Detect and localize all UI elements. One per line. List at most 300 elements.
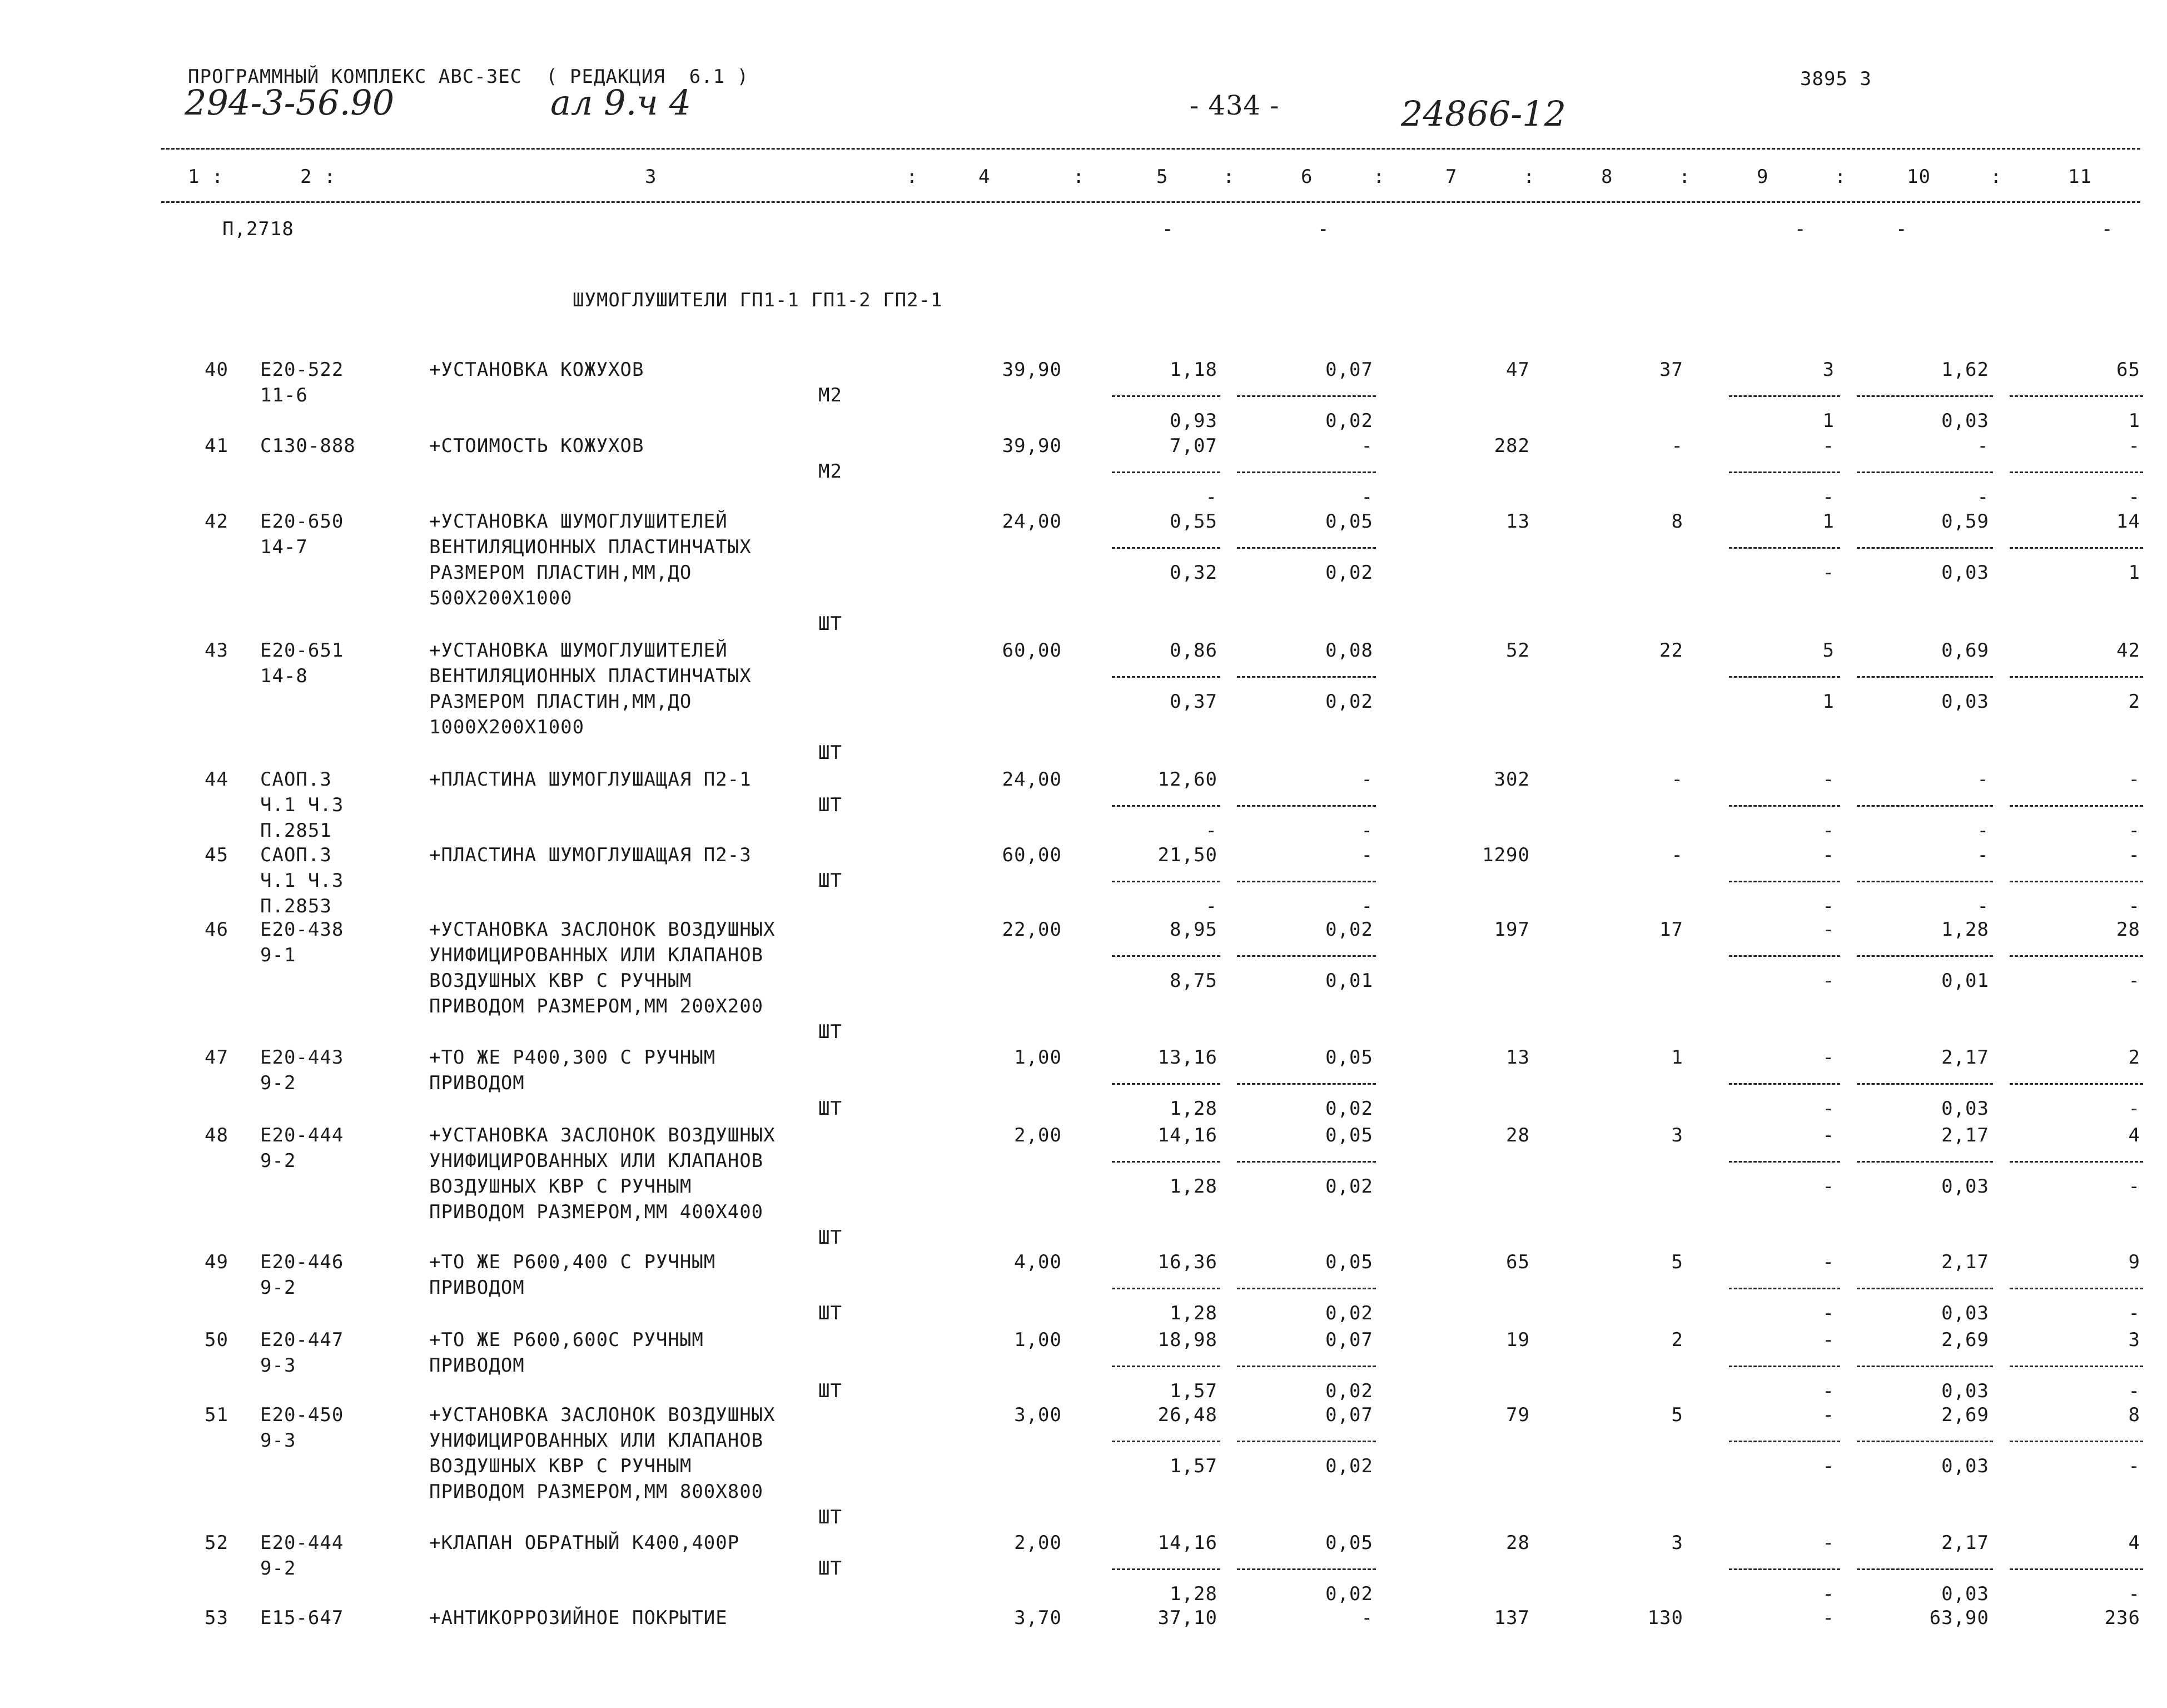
row-c10-bottom: 0,03 <box>1941 1302 1989 1324</box>
row-divider <box>1729 1366 1840 1367</box>
row-c5-top: 16,36 <box>1157 1251 1217 1273</box>
header-rule-top <box>161 148 2140 150</box>
row-c5-top: 37,10 <box>1157 1607 1217 1629</box>
row-c10-top: 2,69 <box>1941 1404 1989 1426</box>
row-c5-top: 13,16 <box>1157 1046 1217 1069</box>
row-c9-top: - <box>1822 1404 1835 1426</box>
row-c7: 13 <box>1506 1046 1530 1069</box>
row-c9-top: 5 <box>1822 639 1835 662</box>
row-divider <box>1857 471 1993 473</box>
row-unit: ШТ <box>818 1506 842 1528</box>
program-header: ПРОГРАММНЫЙ КОМПЛЕКС АВС-3ЕС ( РЕДАКЦИЯ 6.1 ) <box>188 66 749 88</box>
row-description: РАЗМЕРОМ ПЛАСТИН,ММ,ДО <box>429 562 692 584</box>
row-code: 9-2 <box>260 1557 296 1580</box>
row-c10-bottom: 0,03 <box>1941 1175 1989 1198</box>
column-header-cell: 6 <box>1301 166 1313 188</box>
row-code: 11-6 <box>260 384 308 406</box>
row-divider <box>1112 881 1220 882</box>
row-unit: ШТ <box>818 870 842 892</box>
column-header-cell: 10 <box>1907 166 1931 188</box>
row-divider <box>1857 1441 1993 1442</box>
row-c10-top: 1,62 <box>1941 359 1989 381</box>
row-c6-top: 0,05 <box>1325 1251 1373 1273</box>
row-description: РАЗМЕРОМ ПЛАСТИН,ММ,ДО <box>429 691 692 713</box>
row-c6-bottom: 0,02 <box>1325 691 1373 713</box>
row-c7: 19 <box>1506 1329 1530 1351</box>
row-description: +ПЛАСТИНА ШУМОГЛУШАЩАЯ П2-3 <box>429 844 752 866</box>
row-c9-bottom: 1 <box>1822 691 1835 713</box>
row-quantity: 4,00 <box>1014 1251 1062 1273</box>
row-c5-bottom: 8,75 <box>1170 970 1217 992</box>
row-unit: М2 <box>818 460 842 483</box>
row-c11-top: 8 <box>2128 1404 2140 1426</box>
row-description: 500Х200Х1000 <box>429 587 573 609</box>
row-code: Е20-446 <box>260 1251 344 1273</box>
row-c5-top: 0,55 <box>1170 510 1217 533</box>
row-divider <box>1112 1288 1220 1289</box>
row-divider <box>1237 1366 1376 1367</box>
row-c9-top: 3 <box>1822 359 1835 381</box>
row-c9-top: - <box>1822 1251 1835 1273</box>
row-c5-top: 8,95 <box>1170 918 1217 941</box>
row-c10-top: 63,90 <box>1929 1607 1989 1629</box>
row-code: Е20-522 <box>260 359 344 381</box>
row-number: 51 <box>205 1404 228 1426</box>
row-divider <box>1729 471 1840 473</box>
row-divider <box>1237 471 1376 473</box>
row-unit: ШТ <box>818 1098 842 1120</box>
row-c7: 302 <box>1494 768 1530 791</box>
row-c6-bottom: 0,02 <box>1325 1583 1373 1605</box>
row-c6-top: 0,07 <box>1325 1404 1373 1426</box>
row-divider <box>1112 547 1220 549</box>
row-c5-top: 14,16 <box>1157 1124 1217 1146</box>
row-c6-bottom: - <box>1361 895 1373 917</box>
row-divider <box>2010 1366 2143 1367</box>
row-divider <box>2010 1568 2143 1570</box>
row-c10-top: 2,17 <box>1941 1124 1989 1146</box>
row-c9-bottom: - <box>1822 820 1835 842</box>
row-description: ВОЗДУШНЫХ КВР С РУЧНЫМ <box>429 970 692 992</box>
row-c9-bottom: - <box>1822 895 1835 917</box>
row-description: ПРИВОДОМ РАЗМЕРОМ,ММ 400Х400 <box>429 1201 764 1223</box>
row-c11-bottom: - <box>2128 1098 2140 1120</box>
row-divider <box>2010 395 2143 397</box>
row-c10-bottom: - <box>1977 895 1989 917</box>
row-divider <box>1237 676 1376 678</box>
row-c10-bottom: 0,03 <box>1941 562 1989 584</box>
row-divider <box>1112 1568 1220 1570</box>
row-c10-top: - <box>1977 768 1989 791</box>
row-c9-bottom: - <box>1822 1455 1835 1477</box>
row-code: 14-7 <box>260 536 308 558</box>
row-divider <box>1857 1366 1993 1367</box>
row-c11-top: 4 <box>2128 1124 2140 1146</box>
column-header-cell: 9 <box>1757 166 1769 188</box>
row-c8: - <box>1671 435 1683 457</box>
row-c6-bottom: 0,02 <box>1325 1302 1373 1324</box>
row-code: Е20-651 <box>260 639 344 662</box>
row-c5-bottom: 0,37 <box>1170 691 1217 713</box>
row-divider <box>1729 1441 1840 1442</box>
row-c8: 1 <box>1671 1046 1683 1069</box>
row-unit: ШТ <box>818 1380 842 1402</box>
row-code: 9-1 <box>260 944 296 966</box>
row-c6-top: 0,05 <box>1325 1532 1373 1554</box>
row-description: ПРИВОДОМ РАЗМЕРОМ,ММ 200Х200 <box>429 995 764 1017</box>
row-description: +УСТАНОВКА ЗАСЛОНОК ВОЗДУШНЫХ <box>429 1404 776 1426</box>
row-divider <box>1729 1083 1840 1085</box>
row-number: 52 <box>205 1532 228 1554</box>
row-divider <box>2010 1441 2143 1442</box>
row-description: УНИФИЦИРОВАННЫХ ИЛИ КЛАПАНОВ <box>429 1150 764 1172</box>
row-quantity: 3,70 <box>1014 1607 1062 1629</box>
row-c6-top: - <box>1361 844 1373 866</box>
row-divider <box>2010 547 2143 549</box>
row-c5-top: 12,60 <box>1157 768 1217 791</box>
row-c11-bottom: 1 <box>2128 562 2140 584</box>
row-divider <box>2010 805 2143 807</box>
row-c11-bottom: - <box>2128 1380 2140 1402</box>
row-code: Е20-444 <box>260 1532 344 1554</box>
row-c5-top: 21,50 <box>1157 844 1217 866</box>
row-c5-top: 0,86 <box>1170 639 1217 662</box>
row-divider <box>2010 955 2143 957</box>
row-c9-top: - <box>1822 1329 1835 1351</box>
row-c5-top: 1,18 <box>1170 359 1217 381</box>
row-c6-top: 0,05 <box>1325 1124 1373 1146</box>
row-divider <box>1729 395 1840 397</box>
row-code: САОП.3 <box>260 844 332 866</box>
registration-stamp: 24866-12 <box>1401 93 1567 134</box>
row-description: ПРИВОДОМ <box>429 1354 525 1377</box>
row-unit: ШТ <box>818 613 842 635</box>
column-header-cell: 3 <box>645 166 657 188</box>
row-divider <box>1237 1161 1376 1163</box>
row-description: +УСТАНОВКА ЗАСЛОНОК ВОЗДУШНЫХ <box>429 918 776 941</box>
row-code: Е20-438 <box>260 918 344 941</box>
row-c6-top: 0,07 <box>1325 1329 1373 1351</box>
row-c9-top: - <box>1822 1124 1835 1146</box>
row-quantity: 2,00 <box>1014 1532 1062 1554</box>
row-unit: ШТ <box>818 1021 842 1043</box>
row-c10-top: 2,17 <box>1941 1251 1989 1273</box>
row-description: +КЛАПАН ОБРАТНЫЙ К400,400Р <box>429 1532 740 1554</box>
row-number: 43 <box>205 639 228 662</box>
row-c8: 3 <box>1671 1124 1683 1146</box>
row-unit: ШТ <box>818 794 842 816</box>
row-divider <box>1857 805 1993 807</box>
document-code: 294-3-56.90 <box>185 82 395 123</box>
row-number: 42 <box>205 510 228 533</box>
row-divider <box>1237 881 1376 882</box>
row-c6-bottom: - <box>1361 486 1373 508</box>
row-c11-top: - <box>2128 435 2140 457</box>
row-c11-bottom: - <box>2128 970 2140 992</box>
row-divider <box>1857 676 1993 678</box>
row-unit: М2 <box>818 384 842 406</box>
row-code: Е20-444 <box>260 1124 344 1146</box>
row-divider <box>1857 547 1993 549</box>
row-c5-top: 26,48 <box>1157 1404 1217 1426</box>
row-c9-top: 1 <box>1822 510 1835 533</box>
row-c10-bottom: - <box>1977 486 1989 508</box>
row-divider <box>2010 1161 2143 1163</box>
row-divider <box>1729 1161 1840 1163</box>
row-divider <box>1112 471 1220 473</box>
row-c11-top: 28 <box>2116 918 2140 941</box>
row-c5-bottom: - <box>1205 820 1217 842</box>
row-c11-bottom: - <box>2128 1302 2140 1324</box>
row-c10-top: 2,69 <box>1941 1329 1989 1351</box>
row-c11-top: 42 <box>2116 639 2140 662</box>
row-quantity: 1,00 <box>1014 1046 1062 1069</box>
row-code: 9-2 <box>260 1150 296 1172</box>
row-c11-bottom: - <box>2128 895 2140 917</box>
row-c10-bottom: 0,03 <box>1941 1098 1989 1120</box>
row-code: С130-888 <box>260 435 356 457</box>
row-description: 1000Х200Х1000 <box>429 716 585 738</box>
row-c11-bottom: 1 <box>2128 410 2140 432</box>
row-c8: 22 <box>1659 639 1683 662</box>
row-c9-top: - <box>1822 918 1835 941</box>
row-c11-bottom: - <box>2128 1175 2140 1198</box>
row-code: Е20-447 <box>260 1329 344 1351</box>
row-c11-bottom: - <box>2128 820 2140 842</box>
row-c10-top: 0,59 <box>1941 510 1989 533</box>
row-number: 41 <box>205 435 228 457</box>
row-divider <box>1112 1161 1220 1163</box>
row-description: +СТОИМОСТЬ КОЖУХОВ <box>429 435 644 457</box>
row-c6-bottom: 0,02 <box>1325 1175 1373 1198</box>
row-c5-top: 7,07 <box>1170 435 1217 457</box>
row-c9-top: - <box>1822 435 1835 457</box>
row-c10-bottom: 0,03 <box>1941 1455 1989 1477</box>
row-c5-bottom: 1,57 <box>1170 1455 1217 1477</box>
row-c10-top: 2,17 <box>1941 1046 1989 1069</box>
row-quantity: 60,00 <box>1002 844 1062 866</box>
row-description: ПРИВОДОМ <box>429 1277 525 1299</box>
row-divider <box>1237 547 1376 549</box>
row-quantity: 2,00 <box>1014 1124 1062 1146</box>
row-code: 9-2 <box>260 1277 296 1299</box>
corner-number: 3895 3 <box>1800 68 1872 90</box>
row-description: ВЕНТИЛЯЦИОННЫХ ПЛАСТИНЧАТЫХ <box>429 536 752 558</box>
row-divider <box>1729 676 1840 678</box>
row-c11-top: 14 <box>2116 510 2140 533</box>
row-divider <box>1237 1441 1376 1442</box>
row-description: +ТО ЖЕ Р600,400 С РУЧНЫМ <box>429 1251 716 1273</box>
row-c7: 137 <box>1494 1607 1530 1629</box>
row-divider <box>1112 955 1220 957</box>
row-divider <box>1857 881 1993 882</box>
row-divider <box>2010 1083 2143 1085</box>
row-c7: 13 <box>1506 510 1530 533</box>
row-c10-top: 2,17 <box>1941 1532 1989 1554</box>
row-number: 50 <box>205 1329 228 1351</box>
row-number: 47 <box>205 1046 228 1069</box>
section-title: ШУМОГЛУШИТЕЛИ ГП1-1 ГП1-2 ГП2-1 <box>573 289 943 311</box>
row-code: Е20-443 <box>260 1046 344 1069</box>
column-header-cell: : <box>1073 166 1085 188</box>
row-description: ВОЗДУШНЫХ КВР С РУЧНЫМ <box>429 1455 692 1477</box>
row-description: +УСТАНОВКА ЗАСЛОНОК ВОЗДУШНЫХ <box>429 1124 776 1146</box>
row-quantity: 24,00 <box>1002 768 1062 791</box>
row-description: УНИФИЦИРОВАННЫХ ИЛИ КЛАПАНОВ <box>429 944 764 966</box>
column-header-cell: : <box>906 166 918 188</box>
row-divider <box>1237 1568 1376 1570</box>
row-c7: 197 <box>1494 918 1530 941</box>
row-c8: - <box>1671 844 1683 866</box>
row-code: 9-3 <box>260 1429 296 1452</box>
row-c11-top: - <box>2128 768 2140 791</box>
row-c5-top: 14,16 <box>1157 1532 1217 1554</box>
row-c5-bottom: 0,32 <box>1170 562 1217 584</box>
header-rule-bottom <box>161 201 2140 203</box>
row-number: 46 <box>205 918 228 941</box>
carry-over-mark: - <box>1795 218 1807 240</box>
row-c11-top: 3 <box>2128 1329 2140 1351</box>
row-divider <box>1729 1288 1840 1289</box>
row-c9-bottom: - <box>1822 562 1835 584</box>
row-c6-top: - <box>1361 1607 1373 1629</box>
row-divider <box>1112 1083 1220 1085</box>
row-c10-top: - <box>1977 435 1989 457</box>
row-c9-top: - <box>1822 1532 1835 1554</box>
row-c11-top: 9 <box>2128 1251 2140 1273</box>
row-quantity: 24,00 <box>1002 510 1062 533</box>
row-quantity: 1,00 <box>1014 1329 1062 1351</box>
row-divider <box>2010 881 2143 882</box>
row-c10-bottom: 0,01 <box>1941 970 1989 992</box>
row-c6-top: 0,08 <box>1325 639 1373 662</box>
row-c9-top: - <box>1822 844 1835 866</box>
row-description: +УСТАНОВКА ШУМОГЛУШИТЕЛЕЙ <box>429 639 728 662</box>
row-divider <box>1729 547 1840 549</box>
row-code: Ч.1 Ч.3 <box>260 794 344 816</box>
row-c9-top: - <box>1822 1607 1835 1629</box>
row-c6-top: 0,05 <box>1325 510 1373 533</box>
row-number: 53 <box>205 1607 228 1629</box>
column-header-cell: 1 : <box>188 166 224 188</box>
row-c9-bottom: - <box>1822 486 1835 508</box>
row-c10-bottom: 0,03 <box>1941 1583 1989 1605</box>
row-c7: 28 <box>1506 1124 1530 1146</box>
row-c8: 37 <box>1659 359 1683 381</box>
row-quantity: 39,90 <box>1002 359 1062 381</box>
row-divider <box>1857 395 1993 397</box>
row-c7: 79 <box>1506 1404 1530 1426</box>
row-c9-bottom: - <box>1822 1380 1835 1402</box>
row-c6-top: 0,07 <box>1325 359 1373 381</box>
row-divider <box>1112 395 1220 397</box>
carry-over-mark: - <box>2101 218 2114 240</box>
row-divider <box>2010 676 2143 678</box>
row-c9-top: - <box>1822 1046 1835 1069</box>
row-c6-top: 0,02 <box>1325 918 1373 941</box>
row-c5-bottom: 1,57 <box>1170 1380 1217 1402</box>
row-c9-bottom: - <box>1822 1175 1835 1198</box>
row-c11-top: 2 <box>2128 1046 2140 1069</box>
column-header-cell: 7 <box>1445 166 1458 188</box>
row-code: 9-2 <box>260 1072 296 1094</box>
row-c10-bottom: - <box>1977 820 1989 842</box>
carry-over-code: П,2718 <box>222 218 294 240</box>
row-c11-bottom: 2 <box>2128 691 2140 713</box>
column-header-cell: 4 <box>978 166 991 188</box>
row-quantity: 39,90 <box>1002 435 1062 457</box>
row-c6-top: 0,05 <box>1325 1046 1373 1069</box>
row-code: Ч.1 Ч.3 <box>260 870 344 892</box>
row-c6-bottom: 0,02 <box>1325 1098 1373 1120</box>
row-c8: 5 <box>1671 1404 1683 1426</box>
row-c11-top: 236 <box>2104 1607 2140 1629</box>
row-c10-bottom: 0,03 <box>1941 1380 1989 1402</box>
row-divider <box>1237 395 1376 397</box>
row-c6-bottom: 0,01 <box>1325 970 1373 992</box>
row-c11-bottom: - <box>2128 1583 2140 1605</box>
row-c11-bottom: - <box>2128 486 2140 508</box>
row-divider <box>1857 1083 1993 1085</box>
row-c5-bottom: 0,93 <box>1170 410 1217 432</box>
row-quantity: 60,00 <box>1002 639 1062 662</box>
row-description: ВЕНТИЛЯЦИОННЫХ ПЛАСТИНЧАТЫХ <box>429 665 752 687</box>
row-divider <box>1729 1568 1840 1570</box>
row-c7: 52 <box>1506 639 1530 662</box>
row-c5-bottom: 1,28 <box>1170 1098 1217 1120</box>
row-unit: ШТ <box>818 1302 842 1324</box>
row-description: +ТО ЖЕ Р400,300 С РУЧНЫМ <box>429 1046 716 1069</box>
row-c6-top: - <box>1361 435 1373 457</box>
row-code: Е20-450 <box>260 1404 344 1426</box>
column-header-cell: : <box>1373 166 1385 188</box>
row-c9-bottom: - <box>1822 1583 1835 1605</box>
row-divider <box>1112 676 1220 678</box>
row-c9-bottom: - <box>1822 1098 1835 1120</box>
row-divider <box>1857 1288 1993 1289</box>
column-header-cell: 2 : <box>300 166 336 188</box>
row-divider <box>1112 805 1220 807</box>
column-header-cell: : <box>1223 166 1235 188</box>
row-description: ВОЗДУШНЫХ КВР С РУЧНЫМ <box>429 1175 692 1198</box>
row-description: +УСТАНОВКА КОЖУХОВ <box>429 359 644 381</box>
column-header-cell: : <box>1523 166 1535 188</box>
row-code: 9-3 <box>260 1354 296 1377</box>
row-c5-bottom: - <box>1205 895 1217 917</box>
row-divider <box>1729 805 1840 807</box>
row-quantity: 22,00 <box>1002 918 1062 941</box>
row-c9-top: - <box>1822 768 1835 791</box>
row-divider <box>2010 471 2143 473</box>
carry-over-mark: - <box>1896 218 1908 240</box>
row-c5-bottom: 1,28 <box>1170 1302 1217 1324</box>
row-code: 14-8 <box>260 665 308 687</box>
row-c5-bottom: 1,28 <box>1170 1583 1217 1605</box>
row-c10-bottom: 0,03 <box>1941 410 1989 432</box>
row-description: +УСТАНОВКА ШУМОГЛУШИТЕЛЕЙ <box>429 510 728 533</box>
row-c6-bottom: 0,02 <box>1325 1455 1373 1477</box>
row-c5-top: 18,98 <box>1157 1329 1217 1351</box>
row-unit: ШТ <box>818 1557 842 1580</box>
row-description: +АНТИКОРРОЗИЙНОЕ ПОКРЫТИЕ <box>429 1607 728 1629</box>
row-divider <box>2010 1288 2143 1289</box>
row-c10-bottom: 0,03 <box>1941 691 1989 713</box>
row-c6-top: - <box>1361 768 1373 791</box>
row-divider <box>1112 1441 1220 1442</box>
row-c8: 3 <box>1671 1532 1683 1554</box>
row-c8: 130 <box>1647 1607 1683 1629</box>
row-c6-bottom: - <box>1361 820 1373 842</box>
